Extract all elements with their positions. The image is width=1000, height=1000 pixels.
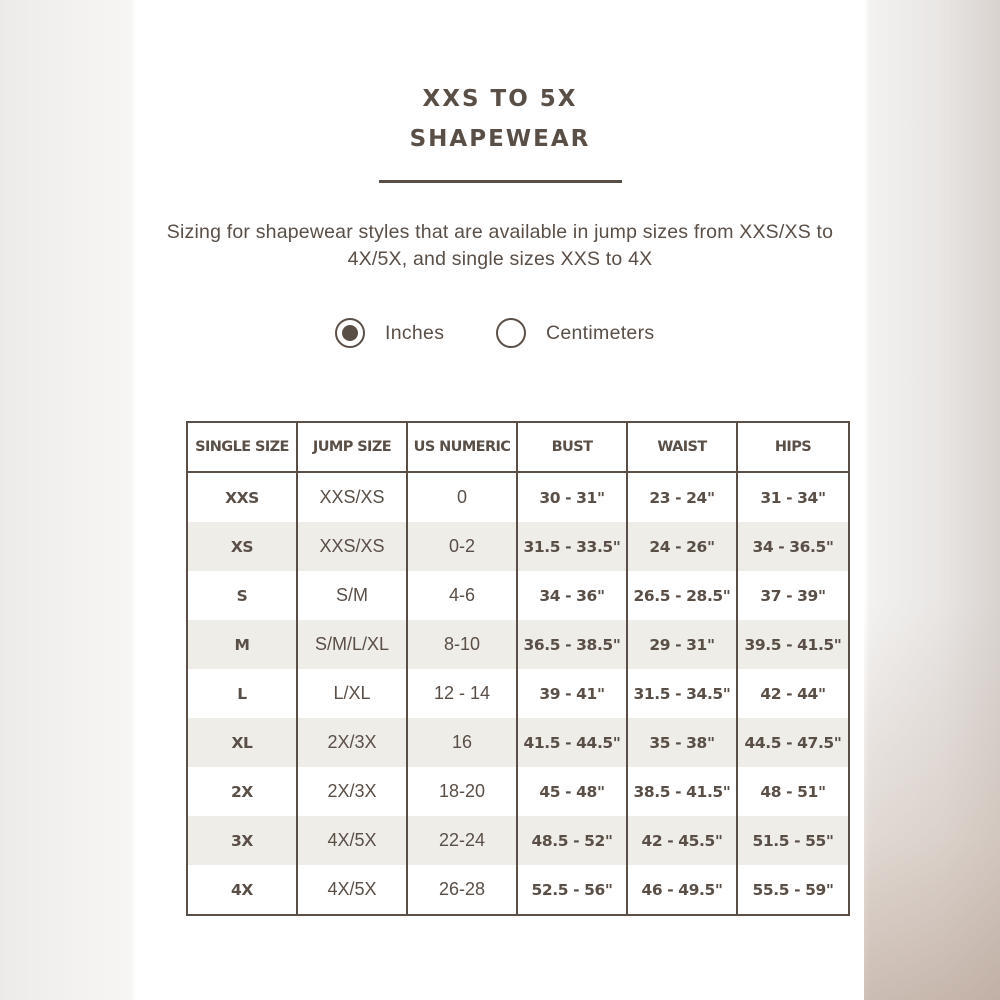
cell-hips: 34 - 36.5" [737, 522, 849, 571]
cell-jump-size: L/XL [297, 669, 407, 718]
cell-hips: 51.5 - 55" [737, 816, 849, 865]
size-guide-card [136, 0, 864, 1000]
table-row [187, 522, 849, 571]
cell-us-numeric: 26-28 [407, 865, 517, 915]
table-row [187, 767, 849, 816]
cell-bust: 45 - 48" [517, 767, 627, 816]
table-row [187, 816, 849, 865]
header-single-size: SINGLE SIZE [187, 422, 297, 472]
cell-hips: 55.5 - 59" [737, 865, 849, 915]
cell-single-size: XS [187, 522, 297, 571]
cell-single-size: S [187, 571, 297, 620]
cell-us-numeric: 4-6 [407, 571, 517, 620]
header-waist: WAIST [627, 422, 737, 472]
cell-bust: 48.5 - 52" [517, 816, 627, 865]
header-jump-size: JUMP SIZE [297, 422, 407, 472]
cell-hips: 37 - 39" [737, 571, 849, 620]
unit-option-centimeters[interactable] [496, 315, 654, 351]
table-row [187, 669, 849, 718]
page-title-line2: SHAPEWEAR [409, 126, 591, 152]
cell-waist: 35 - 38" [627, 718, 737, 767]
cell-waist: 29 - 31" [627, 620, 737, 669]
radio-centimeters-icon[interactable] [496, 318, 526, 348]
cell-us-numeric: 18-20 [407, 767, 517, 816]
cell-single-size: XXS [187, 472, 297, 522]
cell-waist: 46 - 49.5" [627, 865, 737, 915]
radio-inches-icon[interactable] [335, 318, 365, 348]
cell-hips: 39.5 - 41.5" [737, 620, 849, 669]
cell-hips: 31 - 34" [737, 472, 849, 522]
cell-us-numeric: 0 [407, 472, 517, 522]
header-bust: BUST [517, 422, 627, 472]
title-divider [379, 180, 622, 183]
table-row [187, 472, 849, 522]
cell-us-numeric: 8-10 [407, 620, 517, 669]
unit-label-centimeters: Centimeters [546, 321, 655, 344]
cell-us-numeric: 12 - 14 [407, 669, 517, 718]
cell-jump-size: XXS/XS [297, 522, 407, 571]
size-description: Sizing for shapewear styles that are available in jump sizes from XXS/XS to 4X/5X, and single sizes XXS to 4X [166, 221, 834, 270]
cell-us-numeric: 0-2 [407, 522, 517, 571]
cell-jump-size: 4X/5X [297, 816, 407, 865]
table-row [187, 620, 849, 669]
cell-jump-size: XXS/XS [297, 472, 407, 522]
cell-single-size: 2X [187, 767, 297, 816]
cell-bust: 41.5 - 44.5" [517, 718, 627, 767]
header-us-numeric: US NUMERIC [407, 422, 517, 472]
cell-jump-size: 4X/5X [297, 865, 407, 915]
cell-jump-size: S/M [297, 571, 407, 620]
cell-hips: 42 - 44" [737, 669, 849, 718]
cell-jump-size: S/M/L/XL [297, 620, 407, 669]
cell-waist: 23 - 24" [627, 472, 737, 522]
table-row [187, 718, 849, 767]
page-title-line1: XXS TO 5X [422, 86, 578, 112]
cell-us-numeric: 22-24 [407, 816, 517, 865]
cell-single-size: 4X [187, 865, 297, 915]
table-row [187, 865, 849, 915]
cell-hips: 48 - 51" [737, 767, 849, 816]
unit-option-inches[interactable] [335, 315, 444, 351]
header-hips: HIPS [737, 422, 849, 472]
cell-us-numeric: 16 [407, 718, 517, 767]
cell-waist: 42 - 45.5" [627, 816, 737, 865]
cell-single-size: L [187, 669, 297, 718]
cell-bust: 31.5 - 33.5" [517, 522, 627, 571]
size-chart-table [186, 421, 850, 916]
table-header-row [187, 422, 849, 472]
cell-waist: 24 - 26" [627, 522, 737, 571]
cell-bust: 30 - 31" [517, 472, 627, 522]
cell-hips: 44.5 - 47.5" [737, 718, 849, 767]
cell-bust: 39 - 41" [517, 669, 627, 718]
cell-waist: 26.5 - 28.5" [627, 571, 737, 620]
cell-bust: 52.5 - 56" [517, 865, 627, 915]
unit-label-inches: Inches [385, 321, 445, 344]
cell-single-size: M [187, 620, 297, 669]
cell-single-size: 3X [187, 816, 297, 865]
background-blur [860, 600, 1000, 1000]
cell-waist: 38.5 - 41.5" [627, 767, 737, 816]
cell-bust: 34 - 36" [517, 571, 627, 620]
cell-waist: 31.5 - 34.5" [627, 669, 737, 718]
cell-jump-size: 2X/3X [297, 767, 407, 816]
table-row [187, 571, 849, 620]
cell-jump-size: 2X/3X [297, 718, 407, 767]
cell-bust: 36.5 - 38.5" [517, 620, 627, 669]
cell-single-size: XL [187, 718, 297, 767]
